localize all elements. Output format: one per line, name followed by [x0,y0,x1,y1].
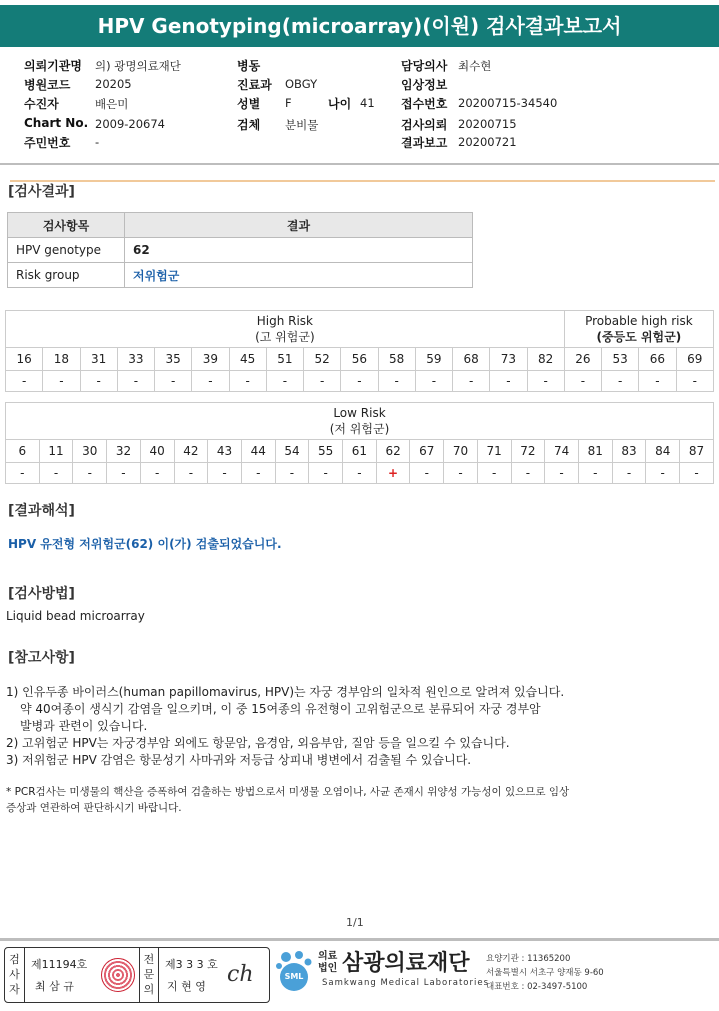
genotype-type-cell: 71 [477,440,511,463]
probable-risk-label-ko: (중등도 위험군) [596,330,682,344]
genotype-result-cell: - [490,371,527,392]
probable-risk-label: Probable high risk [585,314,693,328]
genotype-result-cell: - [477,463,511,484]
chart-no-value: 2009-20674 [95,117,165,131]
genotype-type-cell: 70 [444,440,478,463]
genotype-result-cell: - [208,463,242,484]
genotype-type-cell: 83 [612,440,646,463]
row-result: 저위험군 [125,263,473,288]
notes-title: [참고사항] [8,650,75,666]
id-value: - [95,135,100,149]
genotype-result-cell: - [343,463,377,484]
genotype-result-cell: - [612,463,646,484]
genotype-result-cell: - [602,371,639,392]
type-row [6,440,714,463]
note-line: 약 40여종이 생식기 감염을 일으키며, 이 중 15여종의 유전형이 고위험군으로 분류되어 자궁 경부암 [20,702,541,716]
genotype-result-cell: - [155,371,192,392]
genotype-type-cell: 26 [564,348,601,371]
genotype-result-cell: - [43,371,80,392]
table-row [8,238,473,263]
interpretation-text: HPV 유전형 저위험군(62) 이(가) 검출되었습니다. [8,537,282,551]
dept-value: OBGY [285,77,318,91]
genotype-type-cell: 42 [174,440,208,463]
genotype-result-cell: - [275,463,309,484]
dept-label: 진료과 [237,78,272,92]
genotype-result-cell: - [39,463,73,484]
genotype-result-cell: - [73,463,107,484]
institution-value: 의) 광명의료재단 [95,59,181,73]
clinical-label: 임상정보 [401,78,448,92]
agency-no: 요양기관 : 11365200 [486,954,571,964]
genotype-type-cell: 45 [229,348,266,371]
genotype-type-cell: 52 [304,348,341,371]
doctor-value: 최수현 [458,59,492,73]
institution-label: 의뢰기관명 [24,59,82,73]
genotype-result-cell: - [309,463,343,484]
specialist-label: 전문의 [139,948,159,1002]
age-value: 41 [360,96,375,110]
genotype-result-cell: + [376,463,410,484]
genotype-type-cell: 43 [208,440,242,463]
method-text: Liquid bead microarray [6,609,145,623]
high-risk-group-header [6,311,565,348]
request-label: 검사의뢰 [401,118,448,132]
genotype-result-cell: - [6,463,40,484]
genotype-type-cell: 54 [275,440,309,463]
genotype-result-cell: - [107,463,141,484]
result-row [6,463,714,484]
high-risk-label-ko: (고 위험군) [255,330,315,344]
genotype-type-cell: 84 [646,440,680,463]
hospital-code-label: 병원코드 [24,78,71,92]
results-table [7,212,473,288]
genotype-type-cell: 62 [376,440,410,463]
collector-label: 수진자 [24,97,59,111]
report-value: 20200721 [458,135,517,149]
genotype-type-cell: 32 [107,440,141,463]
org-prefix-top: 의료 [318,951,338,962]
report-label: 결과보고 [401,136,448,150]
genotype-result-cell: - [646,463,680,484]
genotype-result-cell: - [192,371,229,392]
org-contact [486,952,604,994]
collector-value: 배은미 [95,97,129,111]
genotype-result-cell: - [229,371,266,392]
note-line: 발병과 관련이 있습니다. [20,719,148,733]
specimen-value: 분비물 [285,118,319,132]
divider [0,163,719,165]
genotype-result-cell: - [415,371,452,392]
genotype-type-cell: 82 [527,348,564,371]
genotype-result-cell: - [80,371,117,392]
notes-list [6,684,712,769]
id-label: 주민번호 [24,136,71,150]
genotype-type-cell: 40 [140,440,174,463]
footer-divider [0,938,719,941]
genotype-result-cell: - [564,371,601,392]
tester-name: 최 삼 규 [35,980,74,993]
pcr-disclaimer [6,784,712,816]
genotype-type-cell: 53 [602,348,639,371]
genotype-result-cell: - [304,371,341,392]
low-risk-label: Low Risk [333,406,386,420]
genotype-type-cell: 16 [6,348,43,371]
org-prefix-bottom: 법인 [318,963,338,974]
genotype-result-cell: - [444,463,478,484]
genotype-type-cell: 87 [680,440,714,463]
genotype-result-cell: - [6,371,43,392]
tester-label: 검사자 [5,948,25,1002]
low-risk-grid [5,402,714,484]
genotype-result-cell: - [676,371,714,392]
genotype-result-cell: - [545,463,579,484]
high-risk-label: High Risk [256,314,314,328]
genotype-result-cell: - [378,371,415,392]
signature-box [4,947,270,1003]
genotype-result-cell: - [410,463,444,484]
genotype-result-cell: - [266,371,303,392]
high-risk-grid [5,310,714,392]
genotype-type-cell: 81 [578,440,612,463]
logo-badge: SML [284,972,304,981]
genotype-type-cell: 33 [117,348,154,371]
signature: ch [227,962,254,987]
specialist-no: 제3 3 3 호 [165,958,218,971]
sex-label: 성별 [237,97,261,111]
report-title: HPV Genotyping(microarray)(이원) 검사결과보고서 [0,5,719,47]
request-value: 20200715 [458,117,517,131]
genotype-type-cell: 11 [39,440,73,463]
row-item: HPV genotype [8,238,125,263]
specialist-name: 지 현 영 [167,980,206,993]
results-section-title: [검사결과] [8,184,75,200]
genotype-type-cell: 18 [43,348,80,371]
address: 서울특별시 서초구 양재동 9-60 [486,968,604,978]
genotype-type-cell: 30 [73,440,107,463]
note-line: 3) 저위험군 HPV 감염은 항문성기 사마귀와 저등급 상피내 병변에서 검출될 수 있습니다. [6,753,472,767]
genotype-result-cell: - [241,463,275,484]
col-item-header: 검사항목 [8,213,125,238]
org-name-en: Samkwang Medical Laboratories [322,978,490,988]
type-row [6,348,714,371]
probable-risk-group-header [564,311,713,348]
genotype-type-cell: 73 [490,348,527,371]
genotype-result-cell: - [117,371,154,392]
page-number: 1/1 [346,916,364,929]
genotype-result-cell: - [341,371,378,392]
org-prefix [318,951,337,975]
age-label: 나이 [328,97,352,111]
col-result-header: 결과 [125,213,473,238]
genotype-type-cell: 67 [410,440,444,463]
tester-no: 제11194호 [31,958,88,971]
sex-value: F [285,96,292,110]
receipt-value: 20200715-34540 [458,96,558,110]
genotype-type-cell: 58 [378,348,415,371]
genotype-result-cell: - [140,463,174,484]
note-line: 1) 인유두종 바이러스(human papillomavirus, HPV)는 자궁 경부암의 일차적 원인으로 알려져 있습니다. [6,685,565,699]
genotype-type-cell: 51 [266,348,303,371]
receipt-label: 접수번호 [401,97,448,111]
chart-no-label: Chart No. [24,116,89,130]
genotype-result-cell: - [639,371,676,392]
genotype-result-cell: - [680,463,714,484]
low-risk-group-header [6,403,714,440]
genotype-type-cell: 69 [676,348,714,371]
genotype-type-cell: 35 [155,348,192,371]
genotype-type-cell: 55 [309,440,343,463]
genotype-type-cell: 66 [639,348,676,371]
pcr-line: * PCR검사는 미생물의 핵산을 증폭하여 검출하는 방법으로서 미생물 오염이나, 사균 존재시 위양성 가능성이 있으므로 임상 [6,786,570,798]
result-row [6,371,714,392]
genotype-type-cell: 6 [6,440,40,463]
genotype-type-cell: 44 [241,440,275,463]
genotype-type-cell: 68 [453,348,490,371]
genotype-type-cell: 61 [343,440,377,463]
genotype-result-cell: - [527,371,564,392]
genotype-type-cell: 59 [415,348,452,371]
specimen-label: 검체 [237,118,261,132]
genotype-result-cell: - [511,463,545,484]
interpretation-title: [결과해석] [8,503,75,519]
genotype-type-cell: 39 [192,348,229,371]
genotype-type-cell: 74 [545,440,579,463]
genotype-result-cell: - [174,463,208,484]
note-line: 2) 고위험군 HPV는 자궁경부암 외에도 항문암, 음경암, 외음부암, 질암 등을 일으킬 수 있습니다. [6,736,510,750]
org-name: 삼광의료재단 [342,951,470,976]
tester-seal-icon [101,958,135,992]
method-title: [검사방법] [8,586,75,602]
doctor-label: 담당의사 [401,59,448,73]
genotype-type-cell: 31 [80,348,117,371]
divider-orange [10,180,715,182]
hospital-code-value: 20205 [95,77,132,91]
genotype-type-cell: 56 [341,348,378,371]
pcr-line: 증상과 연관하여 판단하시기 바랍니다. [6,802,182,814]
row-result: 62 [125,238,473,263]
row-item: Risk group [8,263,125,288]
ward-label: 병동 [237,59,261,73]
genotype-result-cell: - [453,371,490,392]
phone: 대표번호 : 02-3497-5100 [486,982,588,992]
genotype-type-cell: 72 [511,440,545,463]
low-risk-label-ko: (저 위험군) [329,422,390,436]
table-row [8,263,473,288]
genotype-result-cell: - [578,463,612,484]
